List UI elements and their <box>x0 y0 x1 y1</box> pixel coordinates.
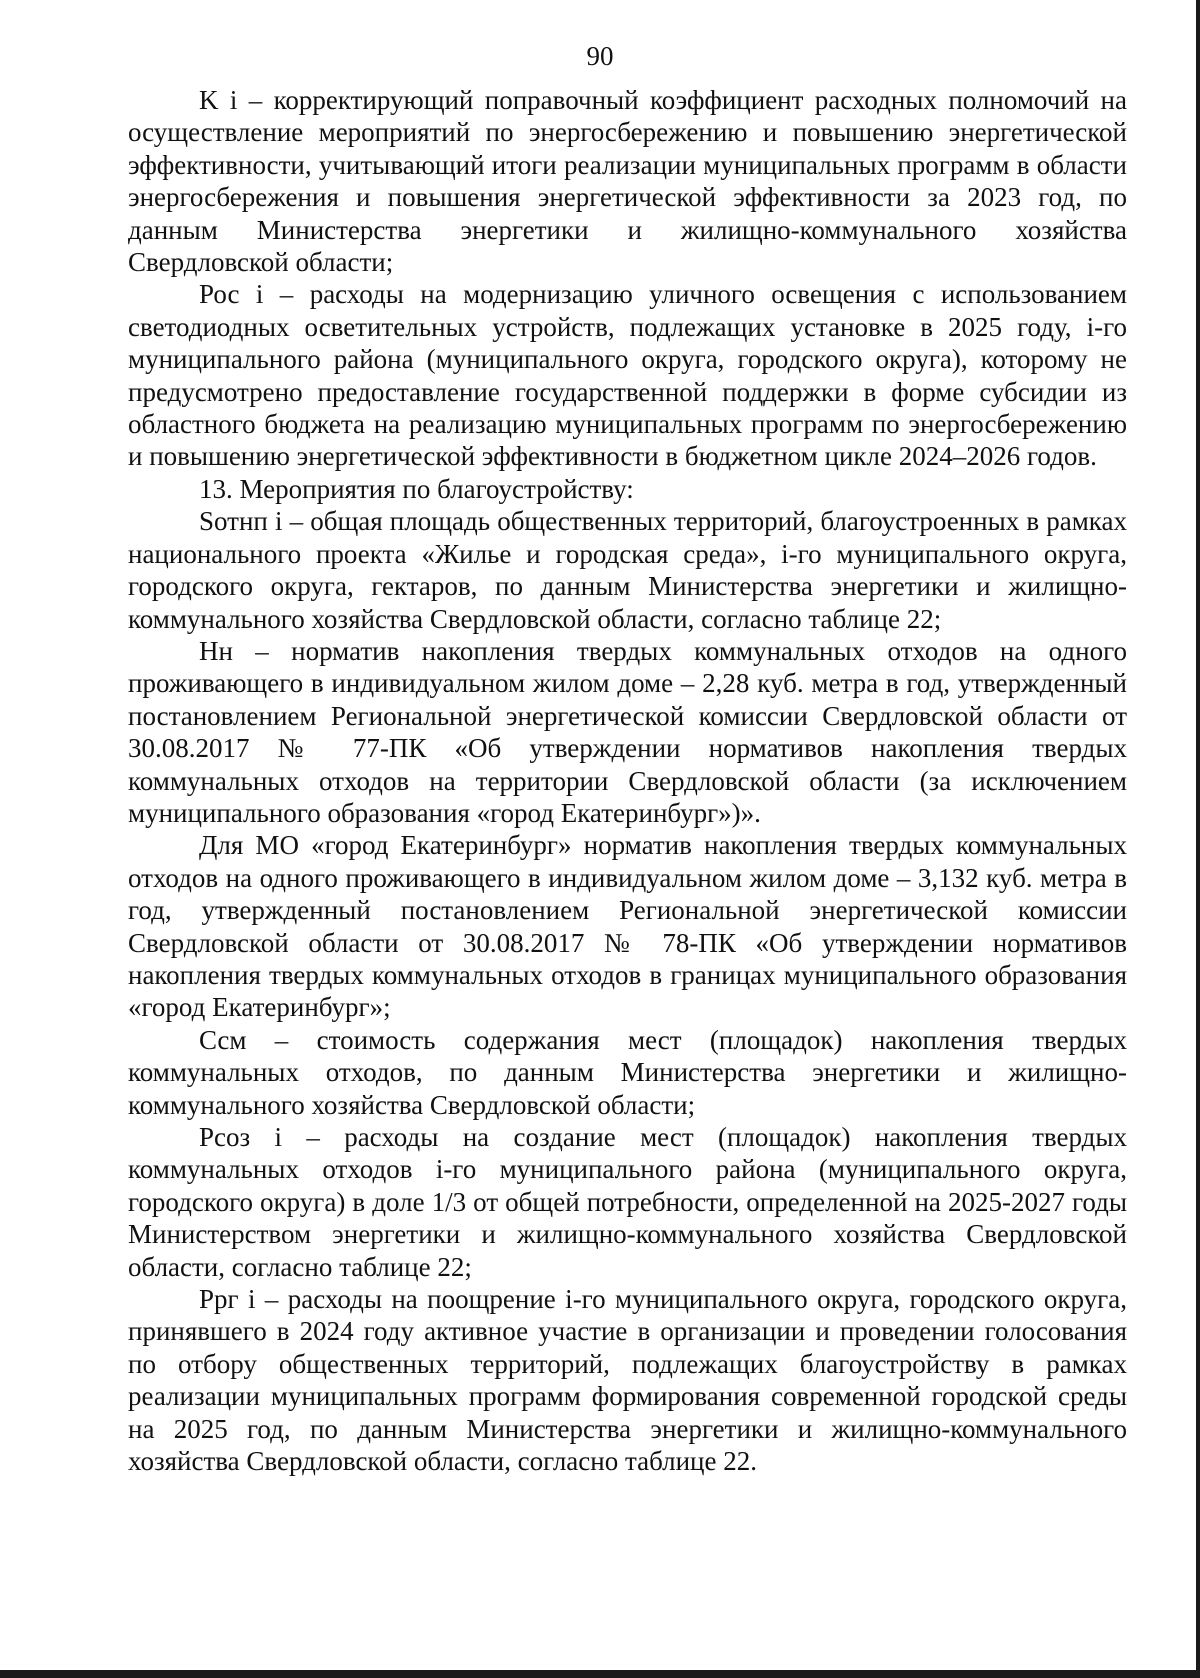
document-body <box>128 84 1127 1477</box>
paragraph-public-territories-area: Sотнп i – общая площадь общественных территорий, благоустроенных в рамках национального проекта «Жилье и городская среда», i-го муниципального округа, городского округа, гектаров, по данным Министерства энергетики и жилищно-коммунального хозяйства Свердловской области, согласно таблице 22; <box>128 506 1127 634</box>
paragraph-ekaterinburg-waste-norm: Для МО «город Екатеринбург» норматив накопления твердых коммунальных отходов на одного проживающего в индивидуальном жилом доме – 3,132 куб. метра в год, утвержденный постановлением Региональной энергетической комиссии Свердловской области от 30.08.2017 № 78-ПК «Об утверждении нормативов накопления твердых коммунальных отходов в границах муниципального образования «город Екатеринбург»; <box>128 830 1127 1023</box>
paragraph-voting-incentive: Ррг i – расходы на поощрение i-го муниципального округа, городского округа, принявшего в 2024 году активное участие в организации и проведении голосования по отбору общественных территорий, подлежащих благоустройству в рамках реализации муниципальных программ формирования современной городской среды на 2025 год, по данным Министерства энергетики и жилищно-коммунального хозяйства Свердловской области, согласно таблице 22. <box>128 1284 1127 1477</box>
paragraph-waste-sites-creation: Рсоз i – расходы на создание мест (площадок) накопления твердых коммунальных отходов i-го муниципального района (муниципального округа, городского округа) в доле 1/3 от общей потребности, определенной на 2025-2027 годы Министерством энергетики и жилищно-коммунального хозяйства Свердловской области, согласно таблице 22; <box>128 1122 1127 1282</box>
scan-border-bottom <box>0 1670 1200 1678</box>
page-number: 90 <box>586 41 614 71</box>
section-heading-landscaping: 13. Мероприятия по благоустройству: <box>199 473 634 504</box>
paragraph-street-lighting-expenses: Рос i – расходы на модернизацию уличного освещения с использованием светодиодных осветительных устройств, подлежащих установке в 2025 году, i-го муниципального района (муниципального округа, городского округа), которому не предусмотрено предоставление государственной поддержки в форме субсидии из областного бюджета на реализацию муниципальных программ по энергосбережению и повышению энергетической эффективности в бюджетном цикле 2024–2026 годов. <box>128 279 1127 472</box>
paragraph-k-coefficient: K i – корректирующий поправочный коэффициент расходных полномочий на осуществление мероприятий по энергосбережению и повышению энергетической эффективности, учитывающий итоги реализации муниципальных программ в области энергосбережения и повышения энергетической эффективности за 2023 год, по данным Министерства энергетики и жилищно-коммунального хозяйства Свердловской области; <box>128 85 1127 278</box>
paragraph-site-maintenance-cost: Ссм – стоимость содержания мест (площадок) накопления твердых коммунальных отходов, по данным Министерства энергетики и жилищно-коммунального хозяйства Свердловской области; <box>128 1024 1127 1120</box>
scan-border-right <box>1196 0 1200 1678</box>
paragraph-waste-norm: Нн – норматив накопления твердых коммунальных отходов на одного проживающего в индивидуальном жилом доме – 2,28 куб. метра в год, утвержденный постановлением Региональной энергетической комиссии Свердловской области от 30.08.2017 № 77-ПК «Об утверждении нормативов накопления твердых коммунальных отходов на территории Свердловской области (за исключением муниципального образования «город Екатеринбург»)». <box>128 635 1127 828</box>
